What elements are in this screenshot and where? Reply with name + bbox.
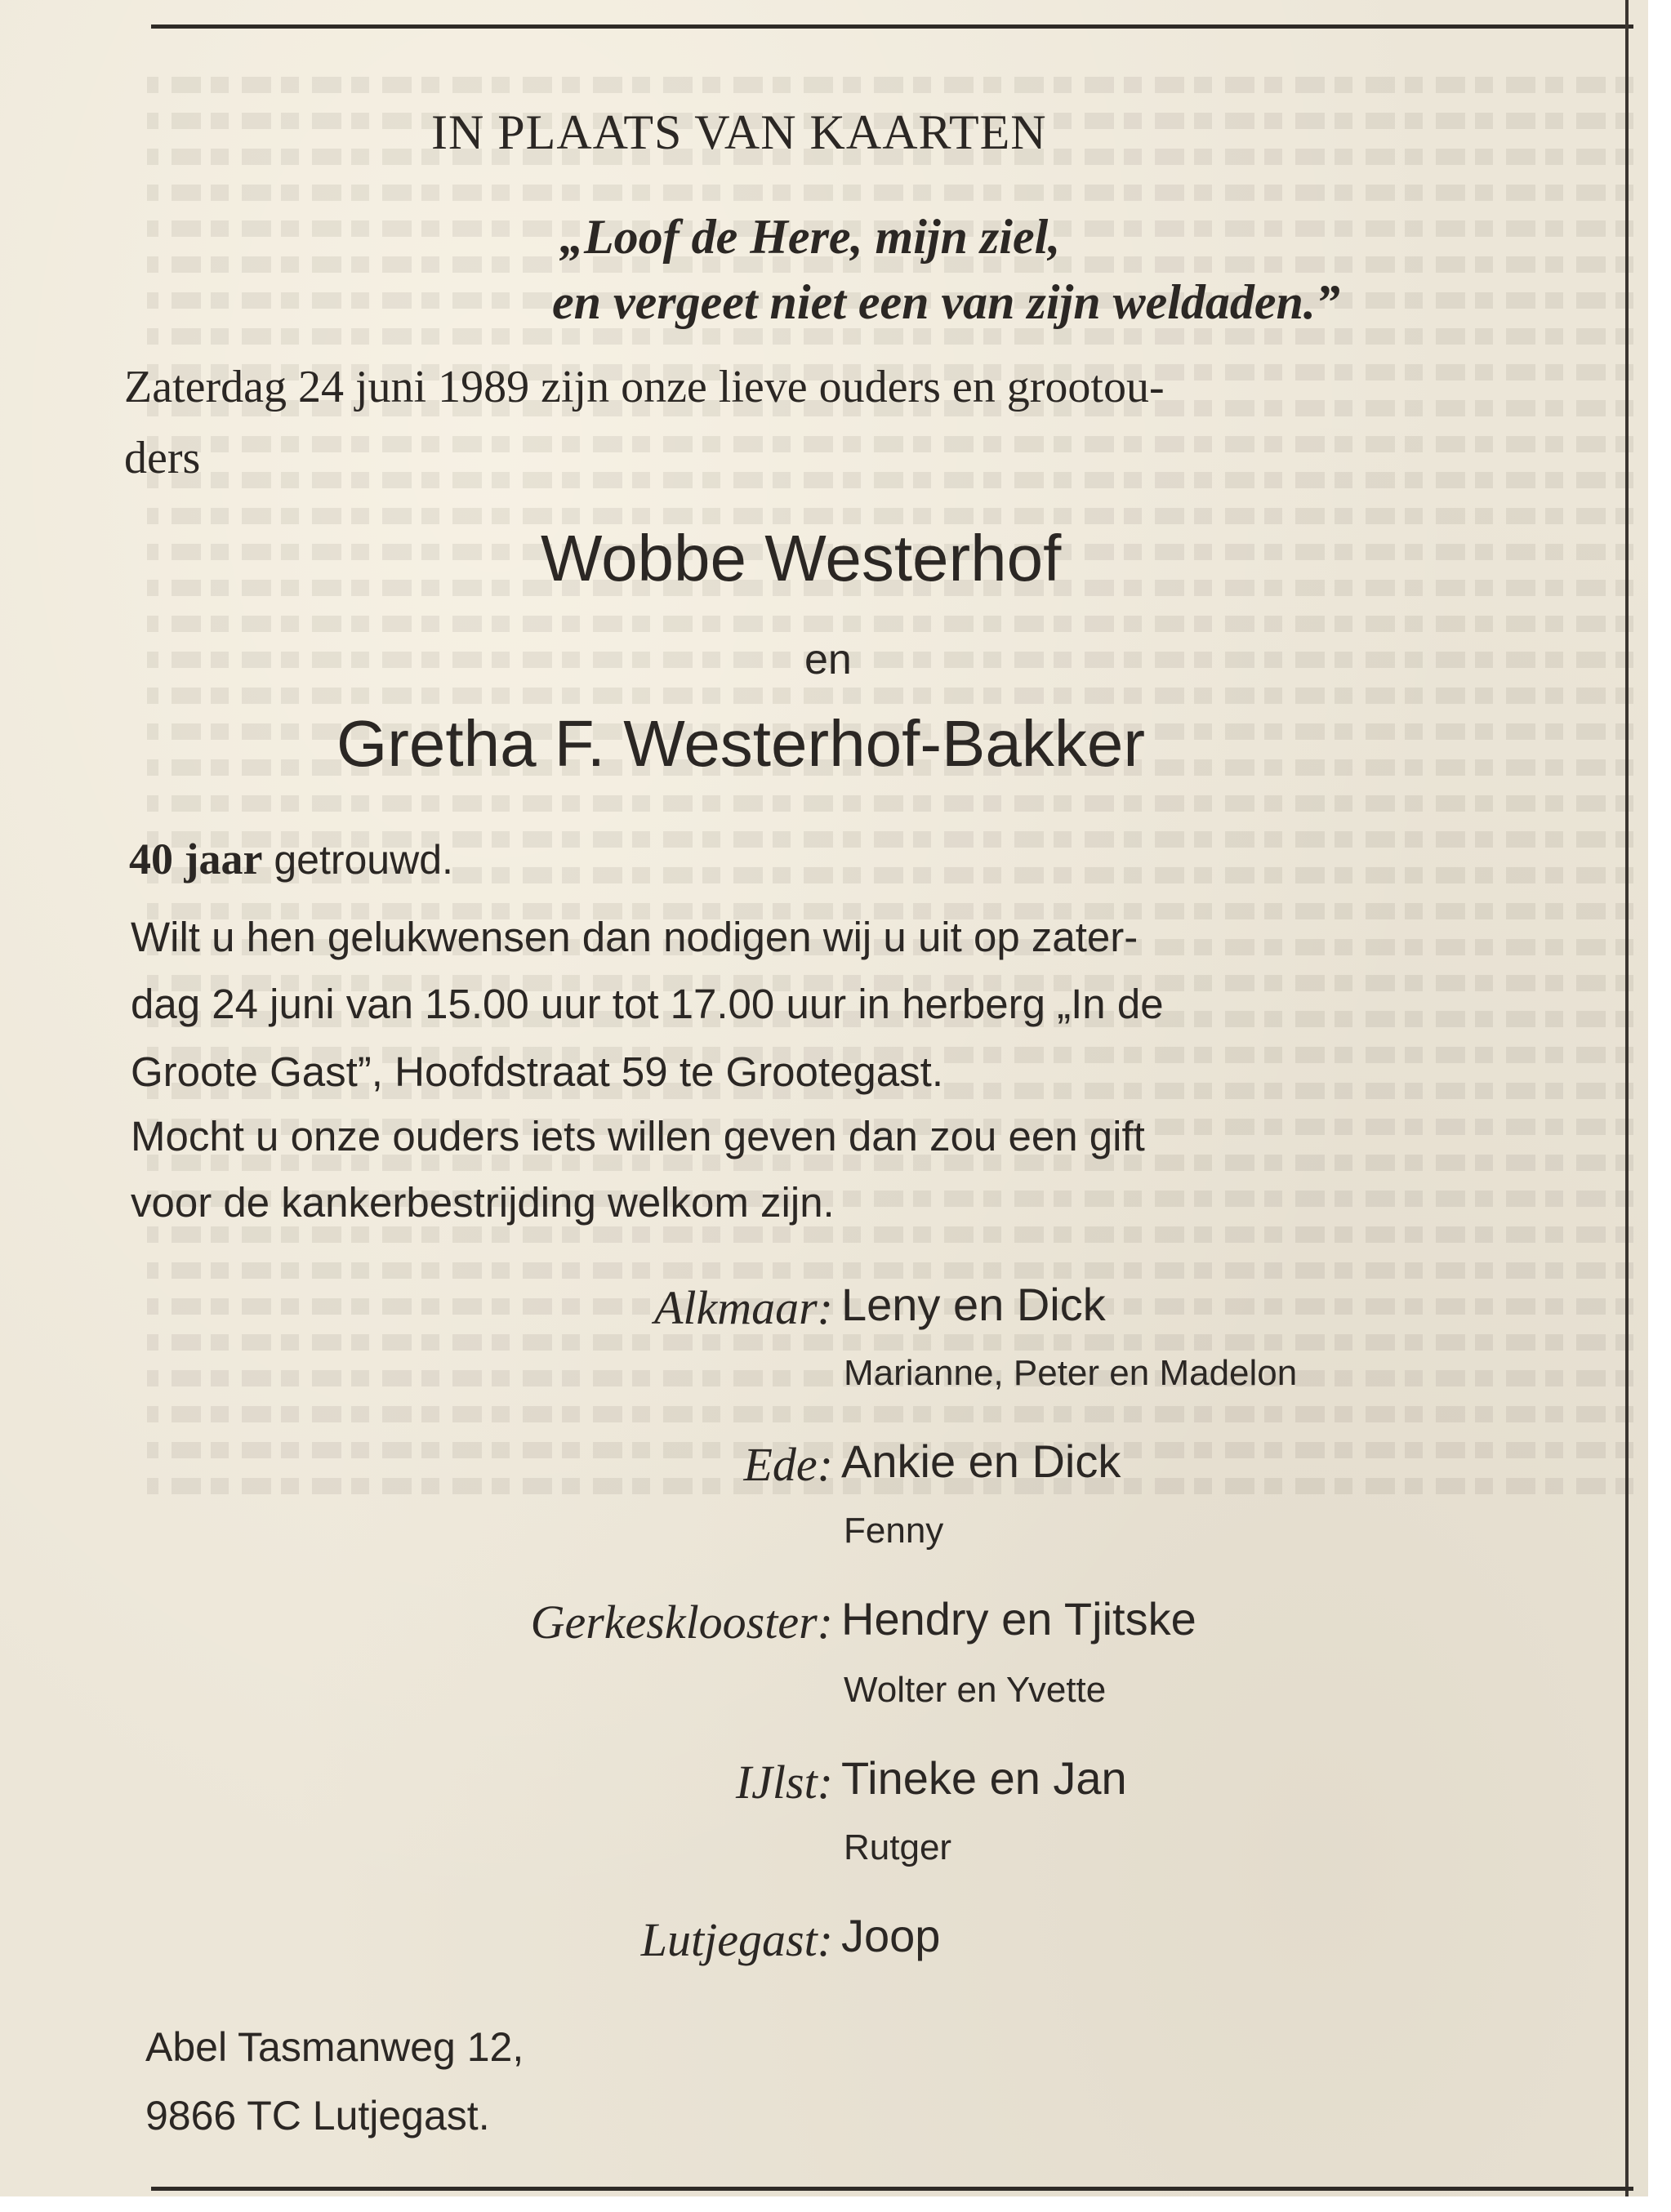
top-rule — [151, 24, 1633, 29]
address-street: Abel Tasmanweg 12, — [145, 2024, 524, 2070]
announcement-heading: IN PLAATS VAN KAARTEN — [431, 105, 1047, 159]
family-children: Leny en Dick — [841, 1279, 1106, 1330]
invitation-line: Wilt u hen gelukwensen dan nodigen wij u uit op zater- — [131, 914, 1139, 960]
wife-name: Gretha F. Westerhof-Bakker — [336, 707, 1145, 780]
anniversary-years: 40 jaar — [129, 835, 263, 883]
family-place: Ede: — [743, 1438, 833, 1491]
invitation-line: Mocht u onze ouders iets willen geven dan zou een gift — [131, 1113, 1145, 1159]
quote-line-1: „Loof de Here, mijn ziel, — [559, 210, 1061, 264]
right-column-rule — [1625, 0, 1629, 2196]
family-place: Lutjegast: — [640, 1913, 833, 1966]
address-postcode-city: 9866 TC Lutjegast. — [145, 2093, 490, 2139]
invitation-line: dag 24 juni van 15.00 uur tot 17.00 uur in herberg „In de — [131, 981, 1164, 1027]
family-grandchildren: Wolter en Yvette — [844, 1670, 1107, 1710]
family-grandchildren: Fenny — [844, 1511, 944, 1551]
family-place: IJlst: — [735, 1756, 833, 1809]
family-children: Hendry en Tjitske — [841, 1593, 1196, 1645]
family-children: Joop — [841, 1910, 941, 1961]
family-grandchildren: Rutger — [844, 1827, 952, 1867]
family-place: Alkmaar: — [653, 1281, 833, 1334]
family-children: Tineke en Jan — [841, 1752, 1127, 1804]
family-place: Gerkesklooster: — [530, 1596, 833, 1649]
intro-line-1: Zaterdag 24 juni 1989 zijn onze lieve ouders en grootou- — [124, 362, 1165, 412]
invitation-line: Groote Gast”, Hoofdstraat 59 te Grootegast. — [131, 1048, 943, 1095]
bottom-rule — [151, 2187, 1633, 2191]
husband-name: Wobbe Westerhof — [541, 522, 1062, 594]
invitation-line: voor de kankerbestrijding welkom zijn. — [131, 1179, 835, 1226]
conjunction-en: en — [804, 636, 852, 683]
anniversary-line — [129, 834, 453, 884]
quote-line-2: en vergeet niet een van zijn weldaden.” — [552, 275, 1340, 329]
family-grandchildren: Marianne, Peter en Madelon — [844, 1353, 1298, 1393]
intro-line-2: ders — [124, 433, 201, 483]
anniversary-rest: getrouwd. — [262, 837, 453, 883]
family-children: Ankie en Dick — [841, 1435, 1121, 1487]
